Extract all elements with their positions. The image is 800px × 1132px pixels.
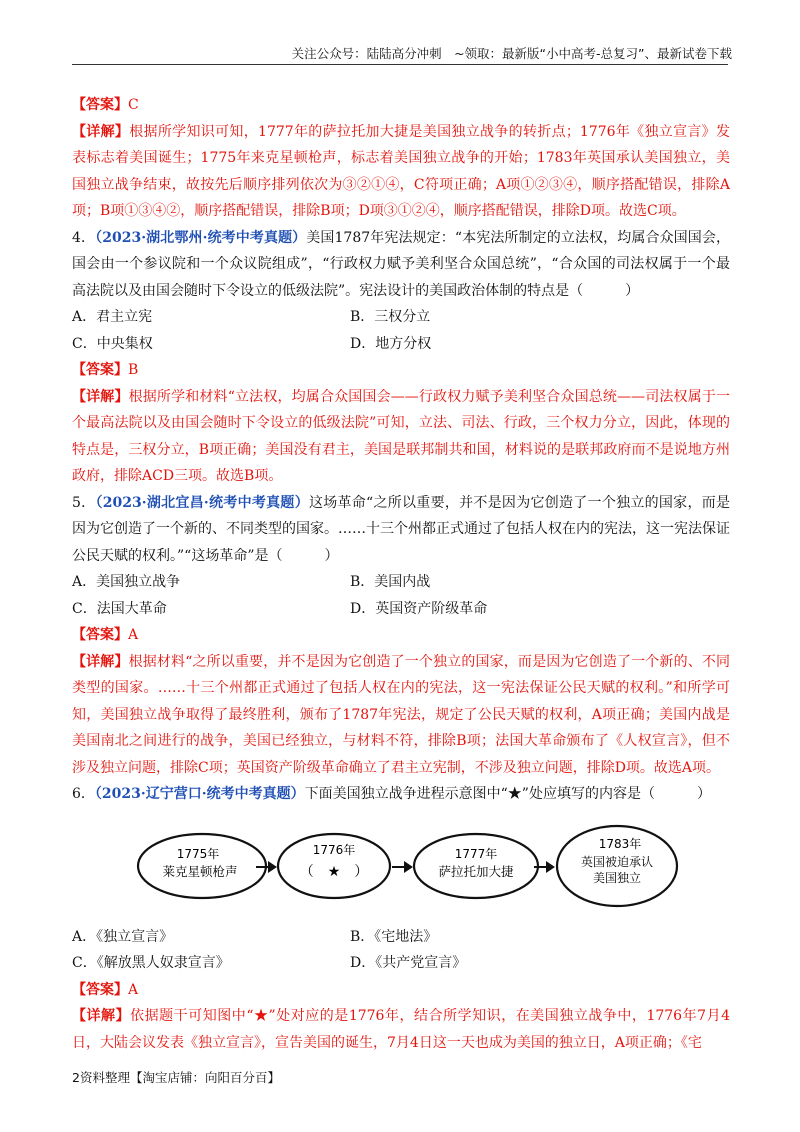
- q4-option-d: D．地方分权: [350, 335, 432, 352]
- node-1783-event: 英国被迫承认: [580, 854, 654, 869]
- node-1777-year: 1777年: [454, 846, 498, 861]
- q5-options: [72, 569, 730, 622]
- q4-option-c: C．中央集权: [72, 335, 153, 352]
- q6-stem: 6．（2023·辽宁营口·统考中考真题）下面美国独立战争进程示意图中“★”处应填写的内容是（ ）: [72, 786, 711, 802]
- q5-option-a: A．美国独立战争: [72, 574, 181, 590]
- q3-answer: 【答案】C: [72, 97, 139, 113]
- q4-options: [72, 304, 730, 357]
- q6-option-a: A．《独立宣言》: [72, 928, 174, 945]
- node-1775-event: 莱克星顿枪声: [162, 863, 238, 879]
- node-1783-event2: 美国独立: [592, 870, 642, 885]
- independence-war-timeline: [72, 814, 730, 920]
- footer-text: 资料整理【淘宝店铺：向阳百分百】: [79, 1070, 280, 1085]
- arrow-icon: [392, 861, 413, 873]
- page-number: 2: [72, 1070, 80, 1085]
- q5-option-b: B．美国内战: [350, 574, 431, 590]
- q5-answer: 【答案】A: [72, 627, 139, 643]
- q4-answer: 【答案】B: [72, 362, 139, 378]
- q5-option-d: D．英国资产阶级革命: [350, 600, 488, 617]
- header-divider: [72, 64, 728, 65]
- q6-option-c: C．《解放黑人奴隶宣言》: [72, 955, 230, 971]
- q6-option-d: D．《共产党宣言》: [350, 955, 467, 971]
- q5-stem: 5．（2023·湖北宜昌·统考中考真题）这场革命“之所以重要，并不是因为它创造了一个独立的国家，而是因为它创造了一个新的、不同类型的国家。……十三个州都正式通过了包括人权在内的宪法，这一宪法保证公民天赋的权利。”“这场革命”是（ ）: [72, 494, 730, 564]
- q6-option-b: B．《宅地法》: [350, 928, 438, 945]
- page-header: 关注公众号：陆陆高分冲刺 ~领取：最新版“小中高考-总复习”、最新试卷下载: [291, 46, 732, 61]
- node-1783-year: 1783年: [598, 836, 642, 851]
- node-1776-year: 1776年: [312, 842, 356, 857]
- q4-stem: 4．（2023·湖北鄂州·统考中考真题）美国1787年宪法规定：“本宪法所制定的立法权，均属合众国国会，国会由一个参议院和一个众议院组成”，“行政权力赋予美利坚合众国总统”，“合众国的司法权属于一个最高法院以及由国会随时下令设立的低级法院”。宪法设计的美国政治体制的特点是（ ）: [72, 229, 730, 299]
- timeline-svg: [72, 814, 730, 920]
- q4-option-a: A．君主立宪: [72, 309, 153, 325]
- node-1777-event: 萨拉托加大捷: [438, 863, 514, 879]
- q6-answer: 【答案】A: [72, 981, 139, 998]
- q5-detail: 【详解】根据材料“之所以重要，并不是因为它创造了一个独立的国家，而是因为它创造了一个新的、不同类型的国家。……十三个州都正式通过了包括人权在内的宪法，这一宪法保证公民天赋的权利。”和所学可知，美国独立战争取得了最终胜利，颁布了1787年宪法，规定了公民天赋的权利，A项正确；美国内战是美国南北之间进行的战争，美国已经独立，与材料不符，排除B项；法国大革命颁布了《人权宣言》，但不涉及独立问题，排除C项；英国资产阶级革命确立了君主立宪制，不涉及独立问题，排除D项。故选A项。: [72, 653, 731, 776]
- q5-option-c: C．法国大革命: [72, 600, 167, 617]
- q6-options: [72, 924, 730, 977]
- node-1775-year: 1775年: [176, 846, 220, 861]
- node-1776-blank: （ ★ ）: [299, 863, 369, 880]
- q6-detail: 【详解】依据题干可知图中“★”处对应的是1776年，结合所学知识，在美国独立战争中，1776年7月4日，大陆会议发表《独立宣言》，宣告美国的诞生，7月4日这一天也成为美国的独立日，A项正确；《宅: [72, 1008, 731, 1051]
- q4-option-b: B．三权分立: [350, 309, 431, 325]
- page-footer: [72, 1068, 280, 1086]
- document-body: [72, 92, 730, 1056]
- q3-detail: 【详解】根据所学知识可知，1777年的萨拉托加大捷是美国独立战争的转折点；1776年《独立宣言》发表标志着美国诞生；1775年来克星顿枪声，标志着美国独立战争的开始；1783年英国承认美国独立，美国独立战争结束，故按先后顺序排列依次为③②①④，C符项正确；A项①②③④，顺序搭配错误，排除A项；B项①③④②，顺序搭配错误，排除B项；D项③①②④，顺序搭配错误，排除D项。故选C项。: [72, 123, 730, 219]
- q4-detail: 【详解】根据所学和材料“立法权，均属合众国国会——行政权力赋予美利坚合众国总统——司法权属于一个最高法院以及由国会随时下令设立的低级法院”可知，立法、司法、行政，三个权力分立，因此，体现的特点是，三权分立，B项正确；美国没有君主，美国是联邦制共和国，材料说的是联邦政府而不是说地方州政府，排除ACD三项。故选B项。: [72, 388, 731, 484]
